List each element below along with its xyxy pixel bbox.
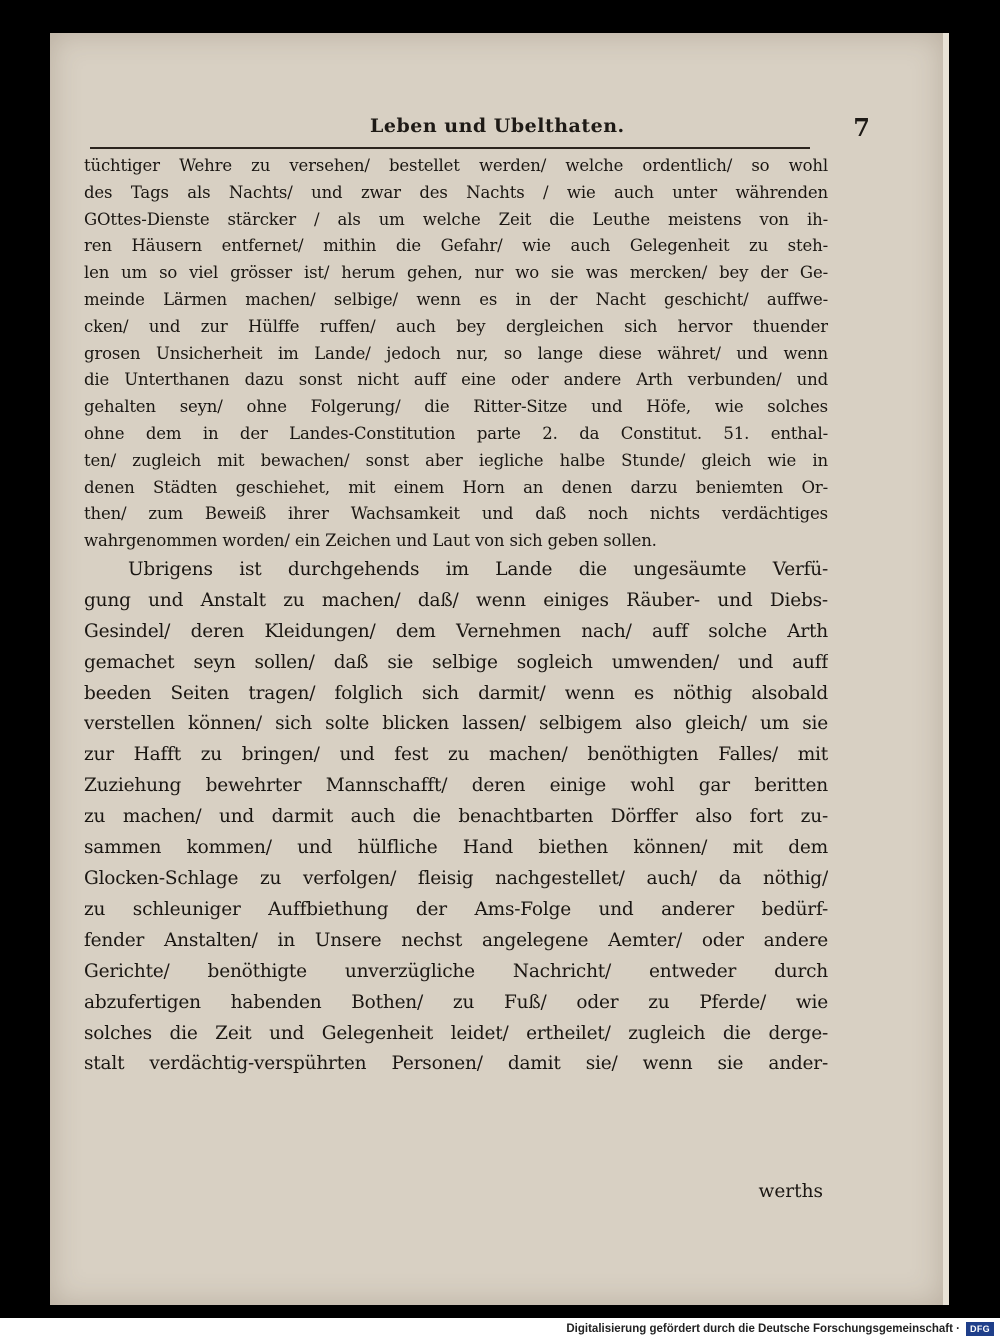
text-line: ten/ zugleich mit bewachen/ sonst aber iegliche halbe Stunde/ gleich wie in [84,450,828,470]
text-line: gehalten seyn/ ohne Folgerung/ die Ritter-Sitze und Höfe, wie solches [84,397,828,417]
text-line: verstellen können/ sich solte blicken lassen/ selbigem also gleich/ um sie [84,713,828,735]
footer-bar [0,1318,1000,1342]
text-line: wahrgenommen worden/ ein Zeichen und Laut von sich geben sollen. [84,531,657,551]
text-line: zu schleuniger Auffbiethung der Ams-Folge und anderer bedürf- [84,898,828,920]
text-line: gung und Anstalt zu machen/ daß/ wenn einiges Räuber- und Diebs- [84,589,828,611]
text-line: grosen Unsicherheit im Lande/ jedoch nur, so lange diese währet/ und wenn [84,343,828,363]
body-text [84,153,828,1080]
text-line: beeden Seiten tragen/ folglich sich darmit/ wenn es nöthig alsobald [84,682,828,704]
text-line: Zuziehung bewehrter Mannschafft/ deren einige wohl gar beritten [84,775,828,797]
running-title: Leben und Ubelthaten. [370,115,625,137]
text-line: die Unterthanen dazu sonst nicht auff eine oder andere Arth verbunden/ und [84,370,828,390]
dfg-logo-icon: DFG [966,1322,994,1336]
text-line: meinde Lärmen machen/ selbige/ wenn es in der Nacht geschicht/ auffwe- [84,289,828,309]
text-line: ohne dem in der Landes-Constitution parte 2. da Constitut. 51. enthal- [84,423,828,443]
text-line: tüchtiger Wehre zu versehen/ bestellet werden/ welche ordentlich/ so wohl [84,156,828,175]
text-line: fender Anstalten/ in Unsere nechst angelegene Aemter/ oder andere [84,929,828,951]
text-line: zur Hafft zu bringen/ und fest zu machen/ benöthigten Falles/ mit [84,744,828,766]
paragraph-1 [84,153,828,555]
book-page [50,33,949,1305]
header-rule [90,147,810,149]
text-line: Gerichte/ benöthigte unverzügliche Nachricht/ entweder durch [84,960,828,982]
page-number: 7 [853,113,870,142]
text-line: zu machen/ und darmit auch die benachtbarten Dörffer also fort zu- [84,806,828,828]
text-line: len um so viel grösser ist/ herum gehen, nur wo sie was mercken/ bey der Ge- [84,263,828,283]
text-line: Glocken-Schlage zu verfolgen/ fleisig nachgestellet/ auch/ da nöthig/ [84,868,828,890]
text-line: abzufertigen habenden Bothen/ zu Fuß/ oder zu Pferde/ wie [84,991,828,1013]
text-line: then/ zum Beweiß ihrer Wachsamkeit und daß noch nichts verdächtiges [84,504,828,524]
text-line: stalt verdächtig-verspührten Personen/ damit sie/ wenn sie ander- [84,1053,828,1075]
text-line: GOttes-Dienste stärcker / als um welche Zeit die Leuthe meistens von ih- [84,209,828,229]
text-line: denen Städten geschiehet, mit einem Horn an denen darzu beniemten Or- [84,477,828,497]
funding-credit: Digitalisierung gefördert durch die Deutsche Forschungsgemeinschaft · [566,1323,960,1335]
page-header [90,113,870,147]
text-line: Ubrigens ist durchgehends im Lande die ungesäumte Verfü- [128,558,828,580]
text-line: solches die Zeit und Gelegenheit leidet/ ertheilet/ zugleich die derge- [84,1022,828,1044]
text-line: gemachet seyn sollen/ daß sie selbige sogleich umwenden/ und auff [84,651,828,673]
text-line: ren Häusern entfernet/ mithin die Gefahr/ wie auch Gelegenheit zu steh- [84,236,828,256]
paragraph-2 [84,555,828,1080]
text-line: cken/ und zur Hülffe ruffen/ auch bey dergleichen sich hervor thuender [84,316,828,336]
catchword: werths [758,1181,823,1202]
text-line: des Tags als Nachts/ und zwar des Nachts / wie auch unter währenden [84,182,828,202]
text-line: Gesindel/ deren Kleidungen/ dem Vernehmen nach/ auff solche Arth [84,620,828,642]
text-line: sammen kommen/ und hülfliche Hand biethen können/ mit dem [84,837,828,859]
